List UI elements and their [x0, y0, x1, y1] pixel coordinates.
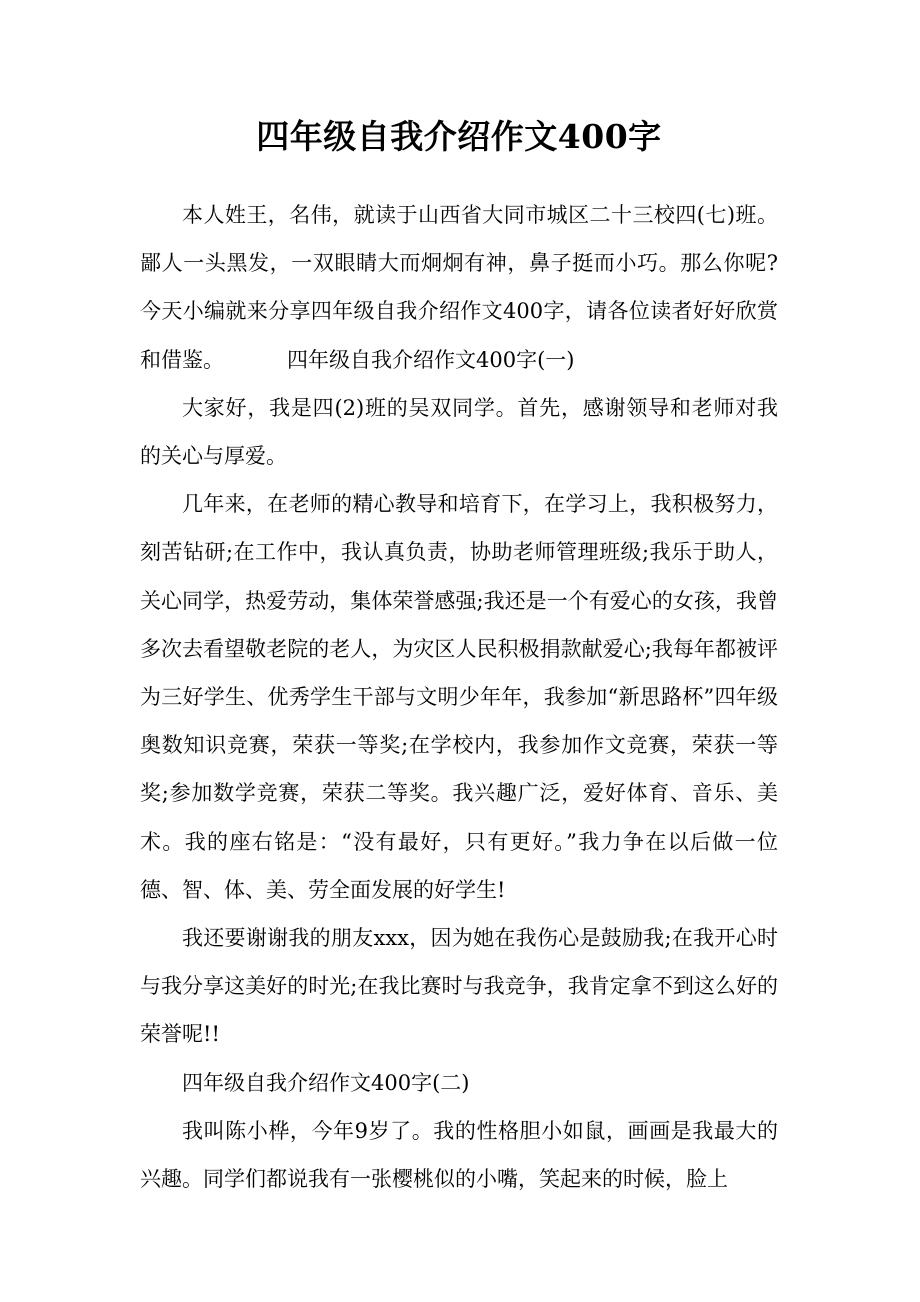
paragraph-1: 大家好，我是四(2)班的吴双同学。首先，感谢领导和老师对我的关心与厚爱。 — [140, 395, 778, 469]
paragraph-3: 我还要谢谢我的朋友xxx，因为她在我伤心是鼓励我;在我开心时与我分享这美好的时光;在我比赛时与我竞争，我肯定拿不到这么好的荣誉呢!! — [140, 926, 778, 1047]
intro-paragraph — [140, 191, 778, 384]
document-body — [140, 191, 778, 1203]
paragraph-2: 几年来，在老师的精心教导和培育下，在学习上，我积极努力，刻苦钻研;在工作中，我认真负责，协助老师管理班级;我乐于助人，关心同学，热爱劳动，集体荣誉感强;我还是一个有爱心的女孩，我曾多次去看望敬老院的老人，为灾区人民积极捐款献爱心;我每年都被评为三好学生、优秀学生干部与文明少年年，我参加“新思路杯”四年级奥数知识竞赛，荣获一等奖;在学校内，我参加作文竞赛，荣获一等奖;参加数学竞赛，荣获二等奖。我兴趣广泛，爱好体育、音乐、美术。我的座右铭是：“没有最好，只有更好。”我力争在以后做一位德、智、体、美、劳全面发展的好学生! — [140, 492, 778, 902]
intro-text: 本人姓王，名伟，就读于山西省大同市城区二十三校四(七)班。鄙人一头黑发，一双眼睛大而炯炯有神，鼻子挺而小巧。那么你呢?今天小编就来分享四年级自我介绍作文400字，请各位读者好好欣赏和借鉴。 — [140, 203, 778, 372]
section-1-heading: 四年级自我介绍作文400字(一) — [287, 347, 575, 372]
section-2-heading: 四年级自我介绍作文400字(二) — [182, 1070, 470, 1095]
section-2-paragraph: 我叫陈小桦，今年9岁了。我的性格胆小如鼠，画画是我最大的兴趣。同学们都说我有一张樱桃似的小嘴，笑起来的时候，脸上 — [140, 1118, 778, 1192]
document-title: 四年级自我介绍作文400字 — [256, 117, 662, 156]
